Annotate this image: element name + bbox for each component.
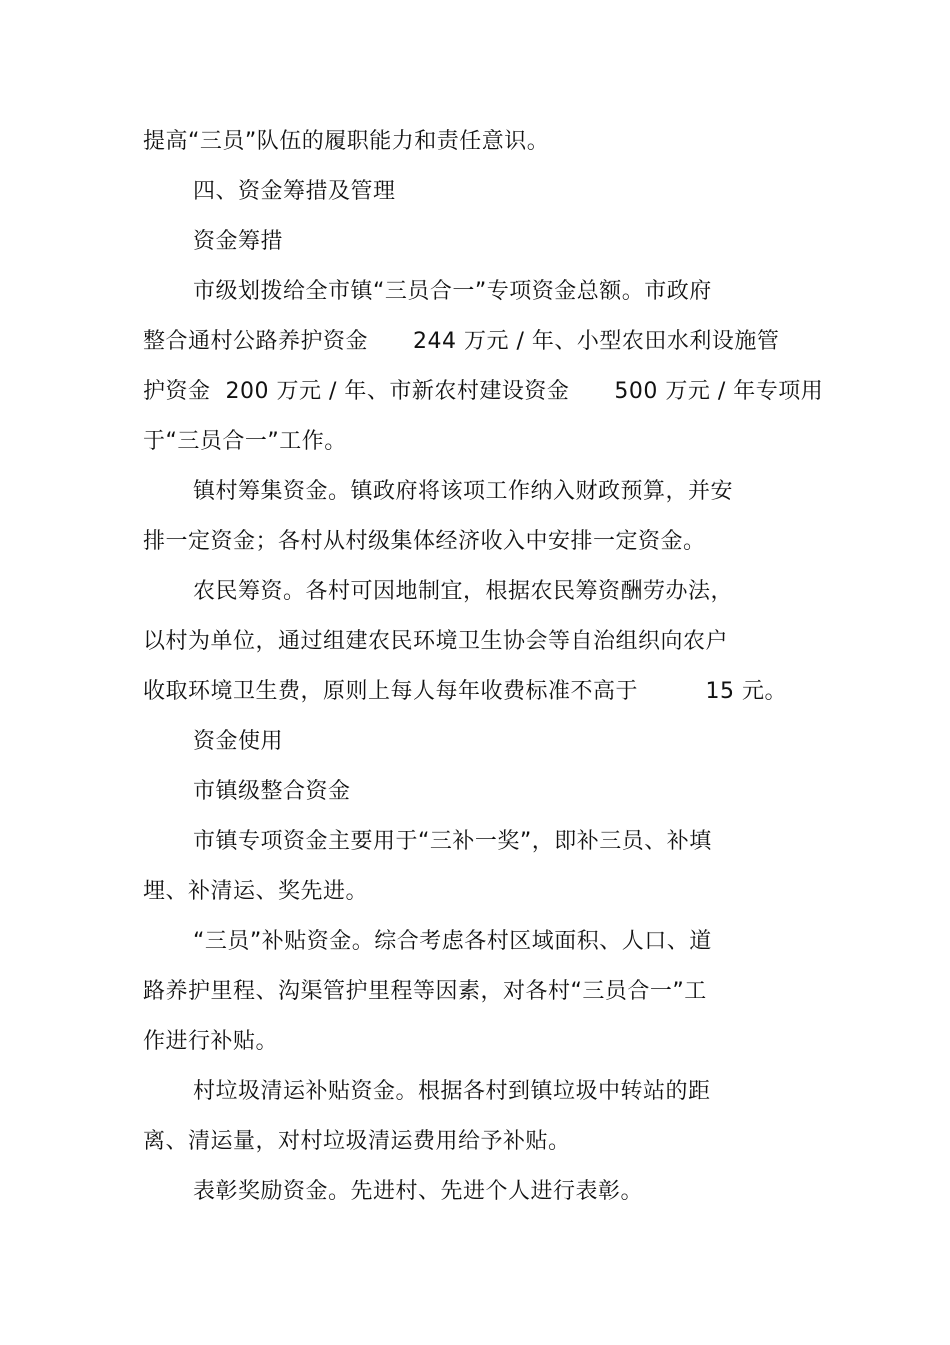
text-line-10: 农民筹资。各村可因地制宜，根据农民筹资酬劳办法， (193, 579, 734, 604)
text-line-17: “三员”补贴资金。综合考虑各村区域面积、人口、道 (193, 929, 712, 954)
text-line-9: 排一定资金；各村从村级集体经济收入中安排一定资金。 (143, 529, 706, 554)
text-line-6: 护资金 200 万元 / 年、市新农村建设资金 500 万元 / 年专项用 (143, 379, 824, 404)
subheading-fund-raising: 资金筹措 (193, 229, 284, 254)
text-line-20: 村垃圾清运补贴资金。根据各村到镇垃圾中转站的距 (193, 1079, 711, 1104)
text-line-16: 埋、补清运、奖先进。 (143, 879, 369, 904)
section-heading-fund-raising-management: 四、资金筹措及管理 (193, 179, 396, 204)
text-line-11: 以村为单位，通过组建农民环境卫生协会等自治组织向农户 (143, 629, 729, 654)
text-line-12: 收取环境卫生费，原则上每人每年收费标准不高于 15 元。 (143, 679, 787, 704)
text-line-1: 提高“三员”队伍的履职能力和责任意识。 (143, 129, 550, 154)
text-line-22: 表彰奖励资金。先进村、先进个人进行表彰。 (193, 1179, 644, 1204)
subheading-integrated-funds: 市镇级整合资金 (193, 779, 351, 804)
text-line-8: 镇村筹集资金。镇政府将该项工作纳入财政预算，并安 (193, 479, 734, 504)
text-line-18: 路养护里程、沟渠管护里程等因素，对各村“三员合一”工 (143, 979, 707, 1004)
text-line-19: 作进行补贴。 (143, 1029, 279, 1054)
text-line-7: 于“三员合一”工作。 (143, 429, 347, 454)
text-line-5: 整合通村公路养护资金 244 万元 / 年、小型农田水利设施管 (143, 329, 780, 354)
subheading-fund-usage: 资金使用 (193, 729, 284, 754)
text-line-21: 离、清运量，对村垃圾清运费用给予补贴。 (143, 1129, 571, 1154)
text-line-4: 市级划拨给全市镇“三员合一”专项资金总额。市政府 (193, 279, 712, 304)
text-line-15: 市镇专项资金主要用于“三补一奖”，即补三员、补填 (193, 829, 712, 854)
